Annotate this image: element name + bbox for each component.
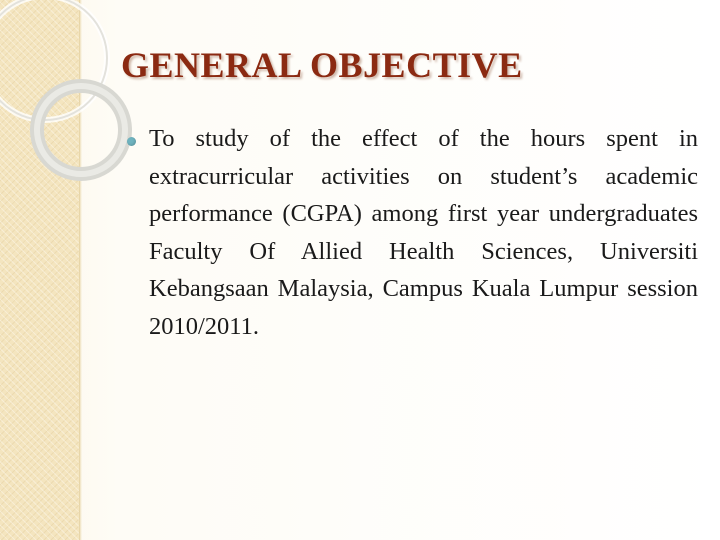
round-bullet-icon bbox=[127, 137, 136, 146]
bullet-item bbox=[123, 120, 698, 346]
slide-title: GENERAL OBJECTIVE bbox=[121, 45, 523, 85]
bullet-list bbox=[123, 120, 698, 346]
objective-text: To study of the effect of the hours spent in extracurricular activities on student’s academic performance (CGPA) among first year undergraduates Faculty Of Allied Health Sciences, Universiti Kebangsaan Malaysia, Campus Kuala Lumpur session 2010/2011. bbox=[149, 125, 698, 340]
